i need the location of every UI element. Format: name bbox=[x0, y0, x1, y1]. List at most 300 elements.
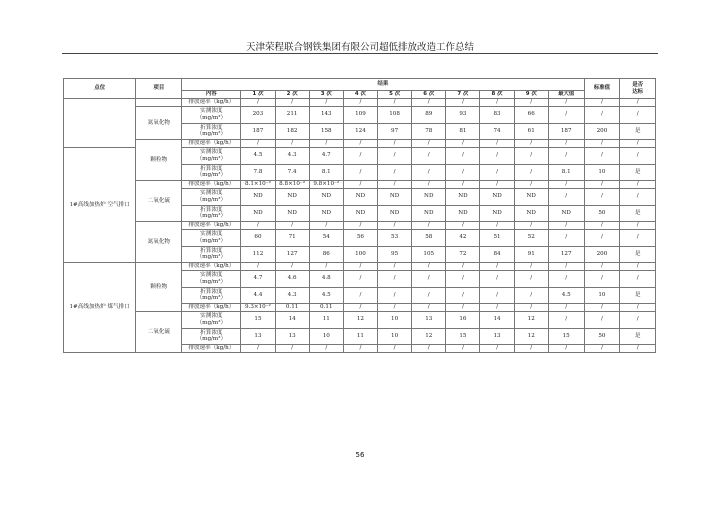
compliance-cell: / bbox=[620, 99, 656, 107]
standard-value-cell: / bbox=[584, 189, 620, 206]
max-value-cell: ND bbox=[548, 205, 584, 222]
run-value-cell: 13 bbox=[241, 328, 275, 345]
standard-value-cell: / bbox=[584, 140, 620, 148]
run-value-cell: 81 bbox=[446, 123, 480, 140]
run-value-cell: / bbox=[446, 304, 480, 312]
run-value-cell: / bbox=[309, 222, 343, 230]
run-value-cell: ND bbox=[446, 205, 480, 222]
run-value-cell: ND bbox=[514, 205, 548, 222]
run-value-cell: / bbox=[480, 287, 514, 304]
run-value-cell: 4.7 bbox=[309, 148, 343, 165]
standard-value-cell: 10 bbox=[584, 287, 620, 304]
standard-value-cell: / bbox=[584, 345, 620, 353]
header-run: 8 次 bbox=[480, 91, 514, 99]
run-value-cell: 0.11 bbox=[275, 304, 309, 312]
run-value-cell: / bbox=[343, 99, 377, 107]
run-value-cell: ND bbox=[480, 189, 514, 206]
run-value-cell: / bbox=[343, 287, 377, 304]
run-value-cell: 7.8 bbox=[241, 164, 275, 181]
content-label-line1: 折算浓度 bbox=[200, 329, 223, 336]
run-value-cell: 124 bbox=[343, 123, 377, 140]
header-compliance bbox=[620, 79, 656, 99]
run-value-cell: / bbox=[446, 222, 480, 230]
run-value-cell: / bbox=[446, 140, 480, 148]
item-cell: 颗粒物 bbox=[136, 140, 182, 181]
run-value-cell: 52 bbox=[514, 230, 548, 247]
run-value-cell: ND bbox=[514, 189, 548, 206]
run-value-cell: / bbox=[412, 140, 446, 148]
run-value-cell: 7.4 bbox=[275, 164, 309, 181]
header-run: 5 次 bbox=[378, 91, 412, 99]
run-value-cell: ND bbox=[412, 205, 446, 222]
run-value-cell: 84 bbox=[480, 246, 514, 263]
standard-value-cell: 200 bbox=[584, 123, 620, 140]
standard-value-cell: 10 bbox=[584, 164, 620, 181]
content-label-line1: 排放速率（kg/h） bbox=[188, 345, 235, 352]
content-label-line2: （mg/m³） bbox=[196, 278, 227, 285]
run-value-cell: ND bbox=[378, 205, 412, 222]
run-value-cell: 16 bbox=[446, 312, 480, 329]
content-label-line1: 排放速率（kg/h） bbox=[188, 140, 235, 147]
run-value-cell: / bbox=[378, 287, 412, 304]
run-value-cell: / bbox=[480, 99, 514, 107]
standard-value-cell: 50 bbox=[584, 328, 620, 345]
compliance-cell: / bbox=[620, 148, 656, 165]
max-value-cell: / bbox=[548, 99, 584, 107]
run-value-cell: / bbox=[343, 140, 377, 148]
content-label-cell bbox=[182, 312, 241, 329]
standard-value-cell: 200 bbox=[584, 246, 620, 263]
content-label-line2: （mg/m³） bbox=[196, 172, 227, 179]
content-label-line2: （mg/m³） bbox=[196, 237, 227, 244]
run-value-cell: 15 bbox=[241, 312, 275, 329]
run-value-cell: 108 bbox=[378, 107, 412, 124]
run-value-cell: 9.3×10⁻² bbox=[241, 304, 275, 312]
run-value-cell: ND bbox=[343, 205, 377, 222]
compliance-cell: / bbox=[620, 345, 656, 353]
table-row bbox=[64, 140, 656, 148]
compliance-cell: / bbox=[620, 230, 656, 247]
run-value-cell: / bbox=[343, 181, 377, 189]
run-value-cell: 78 bbox=[412, 123, 446, 140]
run-value-cell: 93 bbox=[446, 107, 480, 124]
run-value-cell: 4.6 bbox=[275, 271, 309, 288]
item-cell: 二氧化硫 bbox=[136, 181, 182, 222]
run-value-cell: 14 bbox=[480, 312, 514, 329]
run-value-cell: 91 bbox=[514, 246, 548, 263]
header-result: 结果 bbox=[182, 79, 584, 91]
run-value-cell: / bbox=[241, 140, 275, 148]
max-value-cell: 127 bbox=[548, 246, 584, 263]
run-value-cell: / bbox=[309, 263, 343, 271]
run-value-cell: 211 bbox=[275, 107, 309, 124]
content-label-line1: 实测浓度 bbox=[200, 149, 223, 156]
compliance-cell: / bbox=[620, 107, 656, 124]
run-value-cell: / bbox=[241, 263, 275, 271]
run-value-cell: / bbox=[480, 271, 514, 288]
run-value-cell: 12 bbox=[514, 312, 548, 329]
run-value-cell: 100 bbox=[343, 246, 377, 263]
page-number: 56 bbox=[355, 451, 365, 459]
run-value-cell: / bbox=[275, 140, 309, 148]
run-value-cell: / bbox=[412, 99, 446, 107]
content-label-line1: 实测浓度 bbox=[200, 231, 223, 238]
run-value-cell: / bbox=[514, 99, 548, 107]
max-value-cell: / bbox=[548, 271, 584, 288]
run-value-cell: ND bbox=[343, 189, 377, 206]
run-value-cell: / bbox=[514, 287, 548, 304]
content-label-cell bbox=[182, 328, 241, 345]
run-value-cell: / bbox=[412, 148, 446, 165]
run-value-cell: / bbox=[241, 99, 275, 107]
item-cell: 氮氧化物 bbox=[136, 222, 182, 263]
content-label-line1: 排放速率（kg/h） bbox=[188, 304, 235, 311]
table-row bbox=[64, 312, 656, 329]
max-value-cell: / bbox=[548, 230, 584, 247]
run-value-cell: ND bbox=[309, 205, 343, 222]
standard-value-cell: / bbox=[584, 271, 620, 288]
run-value-cell: / bbox=[480, 148, 514, 165]
compliance-cell: / bbox=[620, 271, 656, 288]
content-label-cell bbox=[182, 123, 241, 140]
compliance-cell: / bbox=[620, 222, 656, 230]
run-value-cell: / bbox=[514, 222, 548, 230]
run-value-cell: 95 bbox=[378, 246, 412, 263]
run-value-cell: / bbox=[309, 99, 343, 107]
compliance-cell: / bbox=[620, 140, 656, 148]
header-run: 7 次 bbox=[446, 91, 480, 99]
content-label-line2: （mg/m³） bbox=[196, 319, 227, 326]
run-value-cell: / bbox=[275, 345, 309, 353]
max-value-cell: / bbox=[548, 263, 584, 271]
point-cell: 1#高线加热炉 空气排口 bbox=[64, 148, 136, 263]
content-label-cell bbox=[182, 246, 241, 263]
run-value-cell: / bbox=[378, 148, 412, 165]
run-value-cell: / bbox=[343, 222, 377, 230]
standard-value-cell: / bbox=[584, 148, 620, 165]
header-point: 点位 bbox=[64, 79, 136, 99]
run-value-cell: 14 bbox=[275, 312, 309, 329]
compliance-cell: 是 bbox=[620, 246, 656, 263]
run-value-cell: / bbox=[275, 263, 309, 271]
compliance-cell: 是 bbox=[620, 328, 656, 345]
run-value-cell: / bbox=[446, 148, 480, 165]
run-value-cell: / bbox=[378, 164, 412, 181]
header-item: 项目 bbox=[136, 79, 182, 99]
page-header: 天津荣程联合钢铁集团有限公司超低排放改造工作总结 bbox=[245, 42, 474, 53]
run-value-cell: / bbox=[378, 222, 412, 230]
point-cell bbox=[64, 99, 136, 148]
max-value-cell: 187 bbox=[548, 123, 584, 140]
compliance-cell: / bbox=[620, 304, 656, 312]
run-value-cell: 97 bbox=[378, 123, 412, 140]
run-value-cell: 83 bbox=[480, 107, 514, 124]
run-value-cell: ND bbox=[241, 205, 275, 222]
compliance-cell: 是 bbox=[620, 205, 656, 222]
max-value-cell: / bbox=[548, 148, 584, 165]
header-run: 2 次 bbox=[275, 91, 309, 99]
max-value-cell: / bbox=[548, 222, 584, 230]
table-row bbox=[64, 263, 656, 271]
run-value-cell: 12 bbox=[412, 328, 446, 345]
run-value-cell: / bbox=[514, 271, 548, 288]
run-value-cell: ND bbox=[241, 189, 275, 206]
run-value-cell: / bbox=[480, 345, 514, 353]
run-value-cell: / bbox=[378, 263, 412, 271]
run-value-cell: 4.4 bbox=[241, 287, 275, 304]
run-value-cell: ND bbox=[378, 189, 412, 206]
run-value-cell: / bbox=[514, 304, 548, 312]
header-content: 内容 bbox=[182, 91, 241, 99]
max-value-cell: 15 bbox=[548, 328, 584, 345]
run-value-cell: 66 bbox=[514, 107, 548, 124]
max-value-cell: / bbox=[548, 304, 584, 312]
content-label-cell bbox=[182, 181, 241, 189]
max-value-cell: 8.1 bbox=[548, 164, 584, 181]
content-label-line1: 折算浓度 bbox=[200, 288, 223, 295]
max-value-cell: / bbox=[548, 181, 584, 189]
content-label-line2: （mg/m³） bbox=[196, 196, 227, 203]
run-value-cell: / bbox=[480, 181, 514, 189]
run-value-cell: / bbox=[309, 140, 343, 148]
header-run: 3 次 bbox=[309, 91, 343, 99]
run-value-cell: / bbox=[343, 148, 377, 165]
max-value-cell: / bbox=[548, 189, 584, 206]
compliance-cell: 是 bbox=[620, 287, 656, 304]
compliance-cell: / bbox=[620, 189, 656, 206]
run-value-cell: / bbox=[480, 304, 514, 312]
content-label-cell bbox=[182, 230, 241, 247]
run-value-cell: 60 bbox=[241, 230, 275, 247]
run-value-cell: 56 bbox=[343, 230, 377, 247]
run-value-cell: 89 bbox=[412, 107, 446, 124]
run-value-cell: / bbox=[241, 222, 275, 230]
run-value-cell: 109 bbox=[343, 107, 377, 124]
table-row bbox=[64, 222, 656, 230]
content-label-line1: 实测浓度 bbox=[200, 272, 223, 279]
run-value-cell: 11 bbox=[343, 328, 377, 345]
run-value-cell: 4.5 bbox=[309, 287, 343, 304]
table-body bbox=[64, 99, 656, 353]
run-value-cell: 13 bbox=[275, 328, 309, 345]
run-value-cell: 12 bbox=[343, 312, 377, 329]
content-label-cell bbox=[182, 271, 241, 288]
content-label-line1: 折算浓度 bbox=[200, 206, 223, 213]
run-value-cell: 10 bbox=[309, 328, 343, 345]
header-standard: 标准值 bbox=[584, 79, 620, 99]
item-cell: 颗粒物 bbox=[136, 263, 182, 312]
header-compliance-line2: 达标 bbox=[632, 88, 644, 95]
content-label-line2: （mg/m³） bbox=[196, 295, 227, 302]
run-value-cell: 4.8 bbox=[309, 271, 343, 288]
run-value-cell: 187 bbox=[241, 123, 275, 140]
content-label-line1: 排放速率（kg/h） bbox=[188, 222, 235, 229]
run-value-cell: 58 bbox=[412, 230, 446, 247]
run-value-cell: 0.11 bbox=[309, 304, 343, 312]
run-value-cell: / bbox=[378, 271, 412, 288]
max-value-cell: / bbox=[548, 345, 584, 353]
run-value-cell: 4.5 bbox=[241, 148, 275, 165]
run-value-cell: 13 bbox=[412, 312, 446, 329]
run-value-cell: / bbox=[378, 140, 412, 148]
content-label-line1: 折算浓度 bbox=[200, 124, 223, 131]
compliance-cell: 是 bbox=[620, 123, 656, 140]
run-value-cell: / bbox=[412, 181, 446, 189]
run-value-cell: / bbox=[412, 222, 446, 230]
content-label-line1: 排放速率（kg/h） bbox=[188, 263, 235, 270]
run-value-cell: / bbox=[446, 181, 480, 189]
run-value-cell: / bbox=[412, 304, 446, 312]
run-value-cell: / bbox=[480, 263, 514, 271]
compliance-cell: / bbox=[620, 312, 656, 329]
run-value-cell: 9.8×10⁻² bbox=[309, 181, 343, 189]
run-value-cell: 72 bbox=[446, 246, 480, 263]
run-value-cell: 42 bbox=[446, 230, 480, 247]
content-label-cell bbox=[182, 205, 241, 222]
header-run: 6 次 bbox=[412, 91, 446, 99]
run-value-cell: / bbox=[275, 222, 309, 230]
run-value-cell: 4.3 bbox=[275, 148, 309, 165]
compliance-cell: 是 bbox=[620, 164, 656, 181]
content-label-line1: 折算浓度 bbox=[200, 165, 223, 172]
standard-value-cell: / bbox=[584, 222, 620, 230]
run-value-cell: / bbox=[343, 271, 377, 288]
run-value-cell: / bbox=[514, 263, 548, 271]
content-label-line1: 实测浓度 bbox=[200, 108, 223, 115]
run-value-cell: 4.7 bbox=[241, 271, 275, 288]
run-value-cell: 53 bbox=[378, 230, 412, 247]
standard-value-cell: / bbox=[584, 304, 620, 312]
item-cell bbox=[136, 99, 182, 107]
run-value-cell: / bbox=[480, 164, 514, 181]
run-value-cell: / bbox=[514, 345, 548, 353]
run-value-cell: 112 bbox=[241, 246, 275, 263]
run-value-cell: ND bbox=[275, 189, 309, 206]
header-run: 1 次 bbox=[241, 91, 275, 99]
emission-results-table bbox=[63, 78, 656, 353]
point-cell: 1#高线加热炉 煤气排口 bbox=[64, 263, 136, 353]
content-label-cell bbox=[182, 140, 241, 148]
run-value-cell: 71 bbox=[275, 230, 309, 247]
run-value-cell: / bbox=[480, 140, 514, 148]
run-value-cell: / bbox=[412, 263, 446, 271]
run-value-cell: ND bbox=[446, 189, 480, 206]
run-value-cell: / bbox=[412, 164, 446, 181]
run-value-cell: / bbox=[446, 345, 480, 353]
run-value-cell: / bbox=[412, 345, 446, 353]
content-label-line2: （mg/m³） bbox=[196, 336, 227, 343]
run-value-cell: / bbox=[378, 304, 412, 312]
compliance-cell: / bbox=[620, 181, 656, 189]
run-value-cell: 8.8×10⁻² bbox=[275, 181, 309, 189]
content-label-line2: （mg/m³） bbox=[196, 114, 227, 121]
run-value-cell: / bbox=[412, 287, 446, 304]
run-value-cell: / bbox=[446, 263, 480, 271]
item-cell: 氮氧化物 bbox=[136, 107, 182, 140]
standard-value-cell: / bbox=[584, 263, 620, 271]
run-value-cell: / bbox=[343, 345, 377, 353]
content-label-line1: 排放速率（kg/h） bbox=[188, 99, 235, 106]
run-value-cell: / bbox=[275, 99, 309, 107]
run-value-cell: ND bbox=[275, 205, 309, 222]
run-value-cell: / bbox=[446, 164, 480, 181]
run-value-cell: 54 bbox=[309, 230, 343, 247]
run-value-cell: 13 bbox=[480, 328, 514, 345]
run-value-cell: / bbox=[343, 263, 377, 271]
run-value-cell: / bbox=[343, 164, 377, 181]
header-max: 最大值 bbox=[548, 91, 584, 99]
run-value-cell: 74 bbox=[480, 123, 514, 140]
standard-value-cell: / bbox=[584, 181, 620, 189]
run-value-cell: 10 bbox=[378, 328, 412, 345]
run-value-cell: / bbox=[241, 345, 275, 353]
run-value-cell: / bbox=[378, 345, 412, 353]
run-value-cell: 4.3 bbox=[275, 287, 309, 304]
content-label-cell bbox=[182, 99, 241, 107]
run-value-cell: / bbox=[343, 304, 377, 312]
header-rule bbox=[62, 53, 658, 54]
compliance-cell: / bbox=[620, 263, 656, 271]
run-value-cell: 15 bbox=[446, 328, 480, 345]
content-label-line1: 排放速率（kg/h） bbox=[188, 181, 235, 188]
content-label-line2: （mg/m³） bbox=[196, 155, 227, 162]
run-value-cell: / bbox=[514, 181, 548, 189]
run-value-cell: 143 bbox=[309, 107, 343, 124]
content-label-line2: （mg/m³） bbox=[196, 213, 227, 220]
standard-value-cell: / bbox=[584, 312, 620, 329]
run-value-cell: 11 bbox=[309, 312, 343, 329]
content-label-cell bbox=[182, 287, 241, 304]
run-value-cell: 203 bbox=[241, 107, 275, 124]
run-value-cell: 51 bbox=[480, 230, 514, 247]
content-label-line2: （mg/m³） bbox=[196, 131, 227, 138]
content-label-cell bbox=[182, 148, 241, 165]
run-value-cell: / bbox=[446, 287, 480, 304]
run-value-cell: ND bbox=[309, 189, 343, 206]
table-row bbox=[64, 99, 656, 107]
table-row bbox=[64, 181, 656, 189]
run-value-cell: 8.1 bbox=[309, 164, 343, 181]
table-row bbox=[64, 107, 656, 124]
content-label-line1: 折算浓度 bbox=[200, 247, 223, 254]
run-value-cell: / bbox=[480, 222, 514, 230]
run-value-cell: 158 bbox=[309, 123, 343, 140]
run-value-cell: 8.1×10⁻² bbox=[241, 181, 275, 189]
content-label-line1: 实测浓度 bbox=[200, 190, 223, 197]
standard-value-cell: / bbox=[584, 230, 620, 247]
run-value-cell: 10 bbox=[378, 312, 412, 329]
run-value-cell: / bbox=[514, 148, 548, 165]
run-value-cell: 12 bbox=[514, 328, 548, 345]
max-value-cell: / bbox=[548, 107, 584, 124]
content-label-cell bbox=[182, 304, 241, 312]
max-value-cell: / bbox=[548, 312, 584, 329]
run-value-cell: / bbox=[412, 271, 446, 288]
max-value-cell: / bbox=[548, 140, 584, 148]
header-compliance-line1: 是否 bbox=[632, 81, 644, 88]
standard-value-cell: 50 bbox=[584, 205, 620, 222]
content-label-cell bbox=[182, 263, 241, 271]
run-value-cell: 61 bbox=[514, 123, 548, 140]
run-value-cell: ND bbox=[480, 205, 514, 222]
max-value-cell: 4.5 bbox=[548, 287, 584, 304]
run-value-cell: 86 bbox=[309, 246, 343, 263]
run-value-cell: / bbox=[378, 99, 412, 107]
run-value-cell: / bbox=[514, 164, 548, 181]
run-value-cell: 182 bbox=[275, 123, 309, 140]
item-cell: 二氧化硫 bbox=[136, 312, 182, 353]
run-value-cell: / bbox=[309, 345, 343, 353]
